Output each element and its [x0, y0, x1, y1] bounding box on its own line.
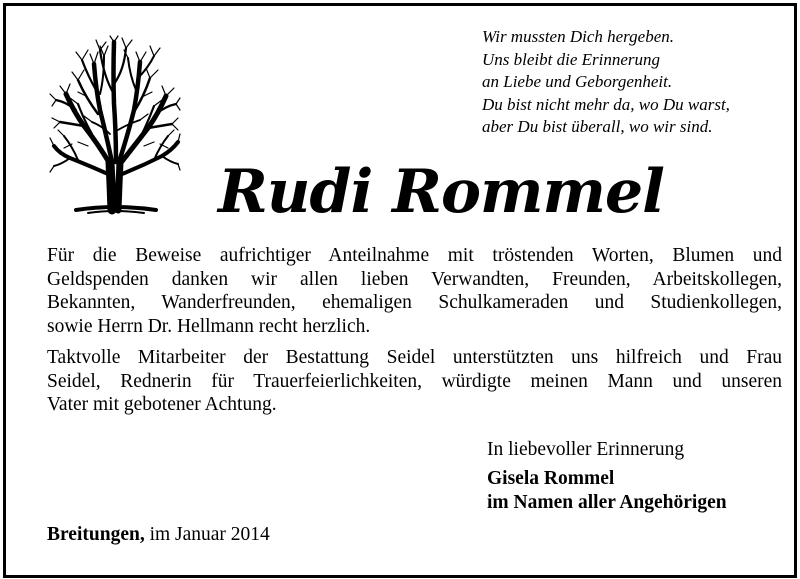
deceased-name: Rudi Rommel — [218, 157, 664, 227]
signer-name: Gisela Rommel — [487, 468, 615, 489]
funeral-service-paragraph — [47, 346, 782, 417]
text-line: Seidel, Rednerin für Trauerfeierlichkeiten, würdigte meinen Mann und unseren — [47, 370, 782, 392]
thanks-paragraph — [47, 244, 782, 338]
memorial-poem — [482, 26, 782, 139]
poem-line: Du bist nicht mehr da, wo Du warst, — [482, 94, 730, 114]
bare-tree-icon — [48, 34, 182, 216]
closing-phrase: In liebevoller Erinnerung — [487, 439, 685, 460]
on-behalf-line: im Namen aller Angehörigen — [487, 491, 727, 513]
text-line: Geldspenden danken wir allen lieben Verwandten, Freunden, Arbeitskollegen, — [47, 268, 782, 290]
poem-line: Wir mussten Dich hergeben. — [482, 27, 675, 46]
poem-line: Uns bleibt die Erinnerung — [482, 49, 661, 69]
place-name: Breitungen, — [47, 524, 145, 545]
text-line: Bekannten, Wanderfreunden, ehemaligen Schulkameraden und Studienkollegen, — [47, 292, 782, 313]
place-date — [47, 523, 270, 547]
signature-block — [487, 467, 727, 514]
text-line: sowie Herrn Dr. Hellmann recht herzlich. — [47, 315, 371, 337]
poem-line: aber Du bist überall, wo wir sind. — [482, 117, 713, 136]
date-text: im Januar 2014 — [149, 524, 270, 545]
poem-line: an Liebe und Geborgenheit. — [482, 72, 673, 91]
text-line: Taktvolle Mitarbeiter der Bestattung Seidel unterstützten uns hilfreich und Frau — [47, 347, 782, 368]
text-line: Für die Beweise aufrichtiger Anteilnahme mit tröstenden Worten, Blumen und — [47, 245, 782, 266]
text-line: Vater mit gebotener Achtung. — [47, 394, 277, 415]
